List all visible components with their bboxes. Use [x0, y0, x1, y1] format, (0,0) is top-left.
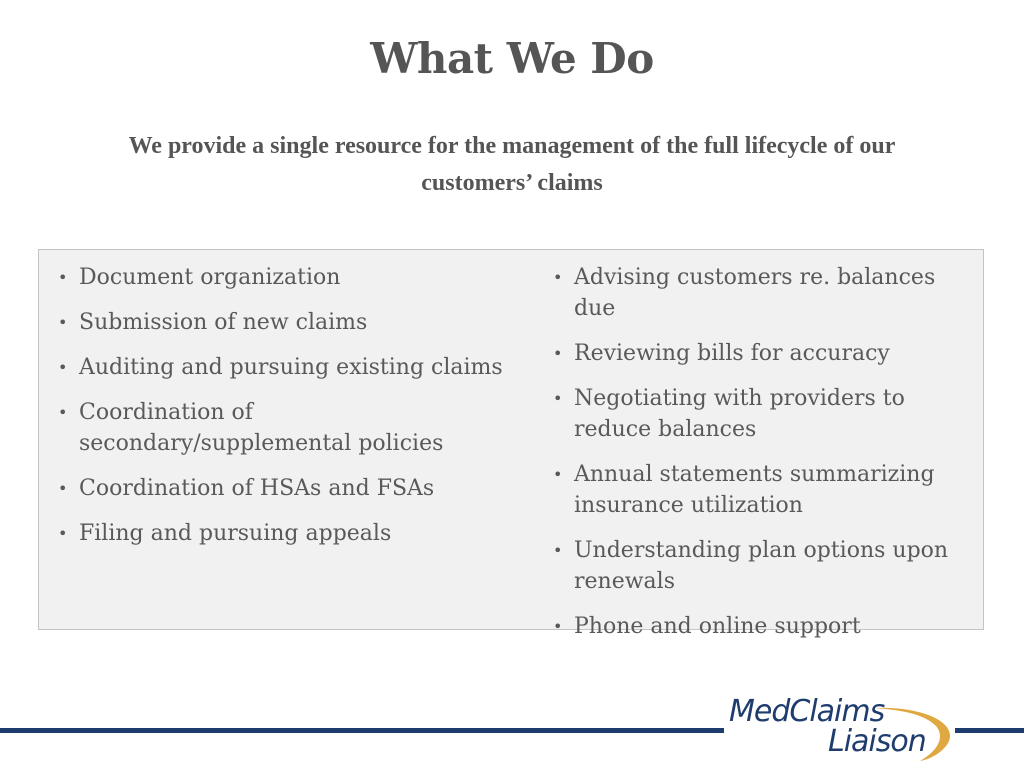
logo-text-medclaims: MedClaims — [729, 694, 885, 729]
list-item — [55, 397, 515, 459]
bullet-icon: • — [58, 313, 68, 332]
logo-text-liaison: Liaison — [828, 724, 926, 759]
list-item-text: Negotiating with providers to reduce balances — [574, 386, 905, 442]
bullet-icon: • — [553, 465, 563, 484]
bullet-icon: • — [553, 268, 563, 287]
list-item-text: Coordination of secondary/supplemental policies — [79, 400, 444, 456]
services-list-left — [55, 262, 515, 563]
medclaims-logo — [724, 694, 954, 768]
bullet-icon: • — [58, 524, 68, 543]
footer-rule-left — [0, 728, 724, 733]
list-item — [55, 307, 515, 338]
list-item — [550, 611, 980, 642]
list-item-text: Understanding plan options upon renewals — [574, 538, 949, 594]
list-item — [55, 473, 515, 504]
list-item-text: Submission of new claims — [79, 310, 368, 335]
bullet-icon: • — [58, 479, 68, 498]
list-item-text: Reviewing bills for accuracy — [574, 341, 890, 366]
list-item-text: Auditing and pursuing existing claims — [79, 355, 503, 380]
list-item — [550, 338, 980, 369]
list-item-text: Phone and online support — [574, 614, 861, 639]
list-item — [55, 352, 515, 383]
bullet-icon: • — [553, 541, 563, 560]
list-item-text: Coordination of HSAs and FSAs — [79, 476, 435, 501]
list-item — [550, 383, 980, 445]
bullet-icon: • — [58, 358, 68, 377]
list-item — [550, 262, 980, 324]
list-item-text: Advising customers re. balances due — [574, 265, 936, 321]
bullet-icon: • — [553, 389, 563, 408]
list-item-text: Filing and pursuing appeals — [79, 521, 392, 546]
bullet-icon: • — [58, 268, 68, 287]
list-item — [550, 459, 980, 521]
footer-rule-right — [955, 728, 1024, 733]
slide-title: What We Do — [370, 34, 654, 83]
list-item — [55, 518, 515, 549]
bullet-icon: • — [553, 344, 563, 363]
bullet-icon: • — [553, 617, 563, 636]
bullet-icon: • — [58, 403, 68, 422]
services-panel — [38, 249, 984, 639]
list-item — [550, 535, 980, 597]
list-item-text: Document organization — [79, 265, 341, 290]
list-item-text: Annual statements summarizing insurance utilization — [574, 462, 935, 518]
list-item — [55, 262, 515, 293]
slide-subtitle: We provide a single resource for the management of the full lifecycle of our customers’ claims — [128, 133, 896, 196]
services-list-right — [550, 262, 980, 656]
